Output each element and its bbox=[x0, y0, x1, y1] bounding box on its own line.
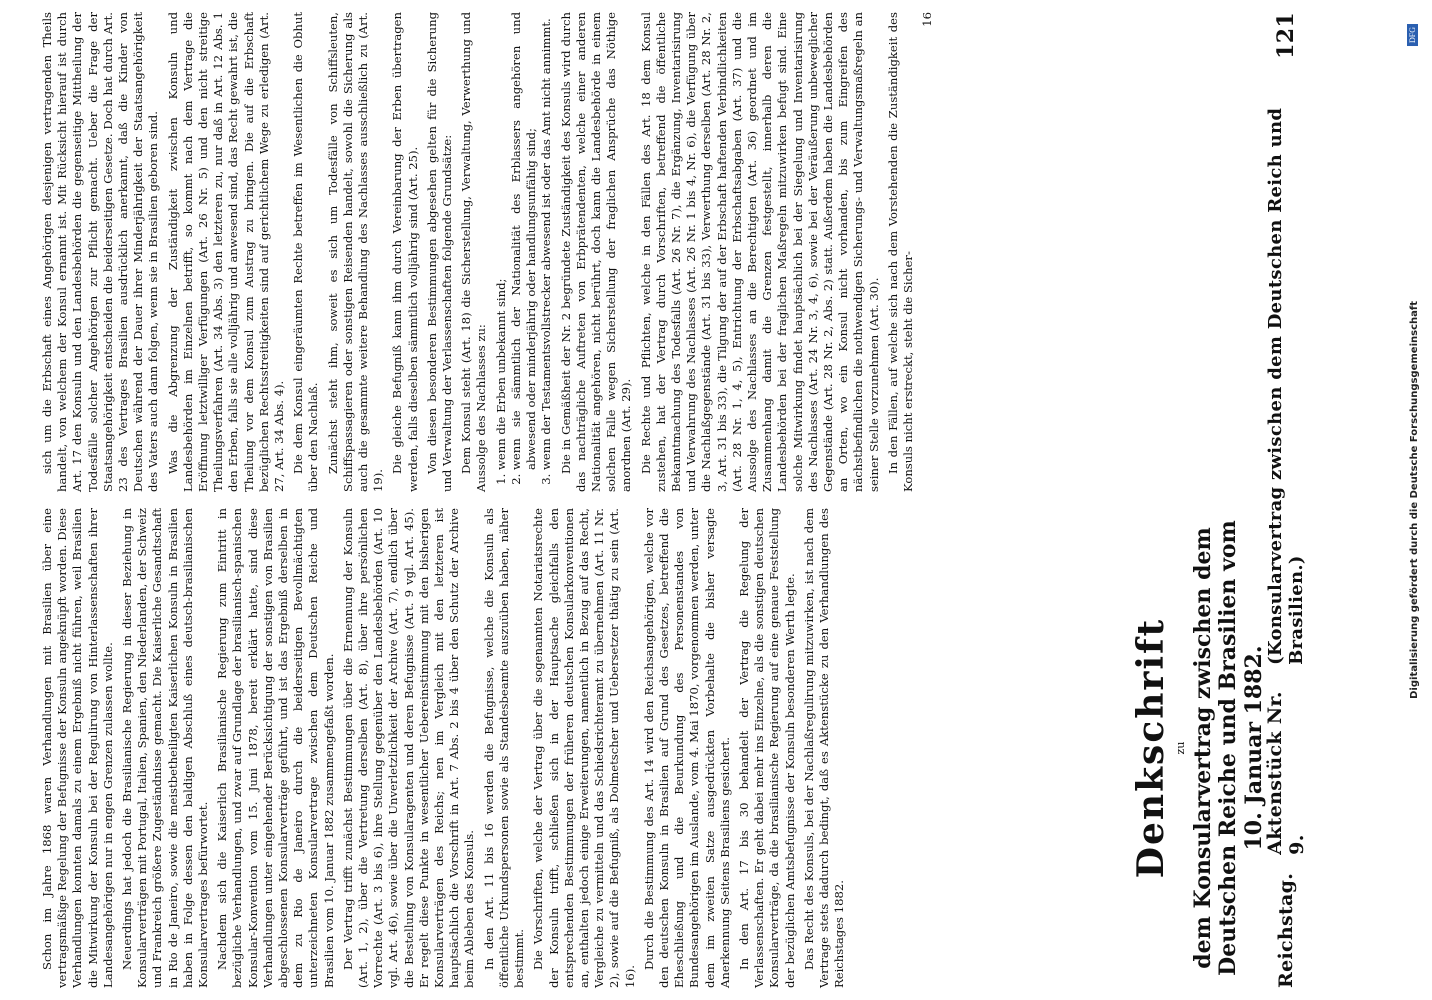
paragraph: Dem Konsul steht (Art. 18) die Sicherstellung, Verwaltung, Verwerthung und Aussolge des Nachlasses zu: bbox=[459, 12, 489, 492]
paragraph: In den Art. 11 bis 16 werden die Befugnisse, welche die Konsuln als öffentliche Urkundspersonen sowie als Standesbeamte auszuüben haben, näher bestimmt. bbox=[481, 508, 527, 988]
paragraph: Der Vertrag trifft zunächst Bestimmungen über die Ernennung der Konsuln (Art. 1, 2), über die Vertretung derselben (Art. 8), über ihre persönlichen Vorrechte (Art. 3 bis 6), ihre Stellung gegenüber den Landesbehörden (Art. 10 vgl. Art. 46), sowie über die Unverletzlichkeit der Archive (Art. 7), endlich über die Bestellung von Konsularagenten und deren Befugnisse (Art. 9 vgl. Art. 45). Er regelt diese Punkte in wesentlicher Uebereinstimmung mit den bisherigen Konsularverträgen des Reichs; nen im Vergleich mit den letzteren ist hauptsächlich die Vorschrift in Art. 7 Abs. 2 bis 4 über den Schutz der Archive beim Ableben des Konsuls. bbox=[340, 508, 477, 988]
paragraph: Das Recht des Konsuls, bei der Nachlaßregulirung mitzuwirken, ist nach dem Vertrage stets dadurch bedingt, daß es Aktenstücke zu den Verhandlungen des Reichstages 1882. bbox=[801, 508, 847, 988]
list-item: 3. wenn der Testamentsvollstrecker abwesend ist oder das Amt nicht annimmt. bbox=[539, 12, 554, 470]
header-label: Reichstag. bbox=[1275, 872, 1297, 988]
dfg-logo-text: DFG bbox=[1407, 24, 1418, 46]
list-item: 1. wenn die Erben unbekannt sind; bbox=[494, 12, 509, 470]
page-header bbox=[1264, 12, 1308, 988]
catchword: 16 bbox=[920, 12, 935, 27]
left-column bbox=[40, 508, 847, 988]
paragraph: Schon im Jahre 1868 waren Verhandlungen mit Brasilien über eine vertragsmäßige Regelung der Befugnisse der Konsuln angeknüpft worden. Diese Verhandlungen konnten damals zu einem Ergebniß nicht führen, weil Brasilien die Mitwirkung der Konsuln bei der Regulirung von Hinterlassenschaften ihrer Landesangehörigen nur in engen Grenzen zulassen wollte. bbox=[40, 508, 115, 988]
title-block bbox=[1130, 508, 1271, 988]
right-column bbox=[40, 12, 1260, 492]
digitization-note-text: Digitalisierung gefördert durch die Deutsche Forschungsgemeinschaft bbox=[1408, 301, 1420, 699]
paragraph: Zunächst steht ihm, soweit es sich um Todesfälle von Schiffsleuten, Schiffspassagieren oder sonstigen Reisenden handelt, sowohl die Sicherung als auch die gesammte weitere Behandlung des Nachlasses ausschließlich zu (Art. 19). bbox=[325, 12, 386, 492]
header-running-title: (Konsularvertrag zwischen dem Deutschen Reich und Brasilien.) bbox=[1265, 107, 1307, 665]
paragraph: In den Fällen, auf welche sich nach dem Vorstehenden die Zuständigkeit des Konsuls nicht erstreckt, steht die Sicher- bbox=[885, 12, 915, 492]
paragraph: Die dem Konsul eingeräumten Rechte betreffen im Wesentlichen die Obhut über den Nachlaß. bbox=[291, 12, 321, 492]
paragraph: Von diesen besonderen Bestimmungen abgesehen gelten für die Sicherung und Verwaltung der Verlassenschaften folgende Grundsätze: bbox=[424, 12, 455, 492]
paragraph: Die Rechte und Pflichten, welche in den Fällen des Art. 18 dem Konsul zustehen, hat der Vertrag durch Vorschriften, betreffend die öffentliche Bekanntmachung des Todesfalls (Art. 26 Nr. 7), die Ergänzung, Inventarisirung und Verwahrung des Nachlasses (Art. 26 Nr. 1 bis 4, Nr. 6), die Verfügung über die Nachlaßgegenstände (Art. 31 bis 33), Verwerthung derselben (Art. 28 Nr. 2, 3, Art. 31 bis 33), die Tilgung der auf der Erbschaft haftenden Verbindlichkeiten (Art. 28 Nr. 1, 4, 5), Entrichtung der Erbschaftsabgaben (Art. 37) und die Aussolge des Nachlasses an die Berechtigten (Art. 36) geordnet und im Zusammenhang damit die Grenzen festgestellt, innerhalb deren die Landesbehörden bei der fraglichen Maßregeln mitzuwirken befugt sind. Eine solche Mitwirkung findet hauptsächlich bei der Siegelung und Inventarisirung des Nachlasses (Art. 24 Nr. 3, 4, 6), sowie bei der Veräußerung unbeweglicher Gegenstände (Art. 28 Nr. 2, Abs. 2) statt. Außerdem haben die Landesbehörden an Orten, wo ein Konsul nicht vorhanden, bis zum Eingreifen des nächstbefindlichen die nothwendigen Sicherungs- und Verwaltungsmaßregeln an seiner Stelle vorzunehmen (Art. 30). bbox=[638, 12, 881, 492]
header-appendix: Aktenstück Nr. 9. bbox=[1264, 691, 1308, 855]
paragraph: Die Vorschriften, welche der Vertrag über die sogenannten Notariatsrechte der Konsuln trifft, schließen sich in der Hauptsache gleichfalls den entsprechenden Bestimmungen der früheren deutschen Konsularkonventionen an, enthalten jedoch einige Erweiterungen, namentlich in Bezug auf das Recht, Vergleiche zu vermitteln und das Schiedsrichteramt zu übernehmen (Art. 11 Nr. 2), sowie auf die Befugniß, als Dolmetscher und Uebersetzer thätig zu sein (Art. 16). bbox=[531, 508, 637, 988]
paragraph: Was die Abgrenzung der Zuständigkeit zwischen Konsuln und Landesbehörden im Einzelnen betrifft, so kommt nach dem Vertrage die Eröffnung letztwilliger Verfügungen (Art. 26 Nr. 5) und den nicht streitige Theilungsverfahren (Art. 34 Abs. 3) den letzteren zu, nur daß in Art. 12 Abs. 1 den Erben, falls sie alle volljährig und anwesend sind, das Recht gewahrt ist, die Theilung vor dem Konsul zum Austrag zu bringen. Die auf die Erbschaft bezüglichen Rechtsstreitigkeiten sind auf gerichtlichem Wege zu erledigen (Art. 27, Art. 34 Abs. 4). bbox=[165, 12, 287, 492]
page-number: 121 bbox=[1273, 12, 1299, 59]
paragraph: Die in Gemäßheit der Nr. 2 begründete Zuständigkeit des Konsuls wird durch das nachträgliche Auftreten von Erbprätendenten, welche einer anderen Nationalität angehören, nicht berührt, doch kann die Landesbehörde in einem solchen Falle wegen Sicherstellung der fraglichen Ansprüche das Nöthige anordnen (Art. 29). bbox=[558, 12, 634, 492]
document-subtitle: dem Konsularvertrag zwischen dem Deutschen Reiche und Brasilien vom 10. Januar 1882. bbox=[1190, 520, 1267, 976]
document-title: Denkschrift bbox=[1130, 617, 1172, 879]
digitization-note bbox=[1403, 0, 1425, 1000]
paragraph: Durch die Bestimmung des Art. 14 wird den Reichsangehörigen, welche vor den deutschen Konsuln in Brasilien auf Grund des Gesetzes, betreffend die Eheschließung und die Beurkundung des Personenstandes von Bundesangehörigen im Auslande, vom 4. Mai 1870, vorgenommen werden, unter dem im zweiten Satze ausgedrückten Vorbehalte die bisher versagte Anerkennung Seitens Brasiliens gesichert. bbox=[641, 508, 732, 988]
paragraph: Nachdem sich die Kaiserlich Brasilianische Regierung zum Eintritt in bezügliche Verhandlungen, und zwar auf Grundlage der brasilianisch-spanischen Konsular-Konvention vom 15. Juni 1878, bereit erklärt hatte, sind diese Verhandlungen unter eingehender Berücksichtigung der sonstigen von Brasilien abgeschlossenen Konsularverträge geführt, und ist das Ergebniß derselben in dem zu Rio de Janeiro durch die beiderseitigen Bevollmächtigten unterzeichneten Konsularvertrage zwischen dem Deutschen Reiche und Brasilien vom 10. Januar 1882 zusammengefaßt worden. bbox=[215, 508, 336, 988]
list-item: 2. wenn sie sämmtlich der Nationalität des Erblassers angehören und abwesend oder minderjährig oder handlungsunfähig sind; bbox=[509, 12, 539, 470]
numbered-list bbox=[494, 12, 555, 470]
paragraph: Die gleiche Befugniß kann ihm durch Vereinbarung der Erben übertragen werden, falls dieselben sämmtlich volljährig sind (Art. 25). bbox=[390, 12, 420, 492]
paragraph: sich um die Erbschaft eines Angehörigen desjenigen vertragenden Theils handelt, von welchem der Konsul ernannt ist. Mit Rücksicht hierauf ist durch Art. 17 den Konsuln und den Landesbehörden die gegenseitige Mittheilung der Todesfälle solcher Angehörigen zur Pflicht gemacht. Ueber die Frage der Staatsangehörigkeit entscheiden die beiderseitigen Gesetze. Doch hat durch Art. 23 des Vertrages Brasilien ausdrücklich anerkannt, daß die Kinder von Deutschen während der Dauer ihrer Minderjährigkeit der Staatsangehörigkeit des Vaters auch dann folgen, wenn sie in Brasilien geboren sind. bbox=[40, 12, 161, 492]
title-zu: zu bbox=[1174, 741, 1187, 755]
paragraph: In den Art. 17 bis 30 behandelt der Vertrag die Regelung der Verlassenschaften. Er geht dabei mehr ins Einzelne, als die sonstigen deutschen Konsularverträge, da die brasilianische Regierung auf eine genaue Feststellung der bezüglichen Amtsbefugnisse der Konsuln besonderen Werth legte. bbox=[736, 508, 797, 988]
paragraph: Neuerdings hat jedoch die Brasilianische Regierung in dieser Beziehung in Konsularverträgen mit Portugal, Italien, Spanien, den Niederlanden, der Schweiz und Frankreich größere Zugeständnisse gemacht. Die Kaiserliche Gesandtschaft in Rio de Janeiro, sowie die meistbetheiligten Kaiserlichen Konsuln in Brasilien haben in Folge dessen den baldigen Abschluß eines deutsch-brasilianischen Konsularvertrages befürwortet. bbox=[120, 508, 211, 988]
